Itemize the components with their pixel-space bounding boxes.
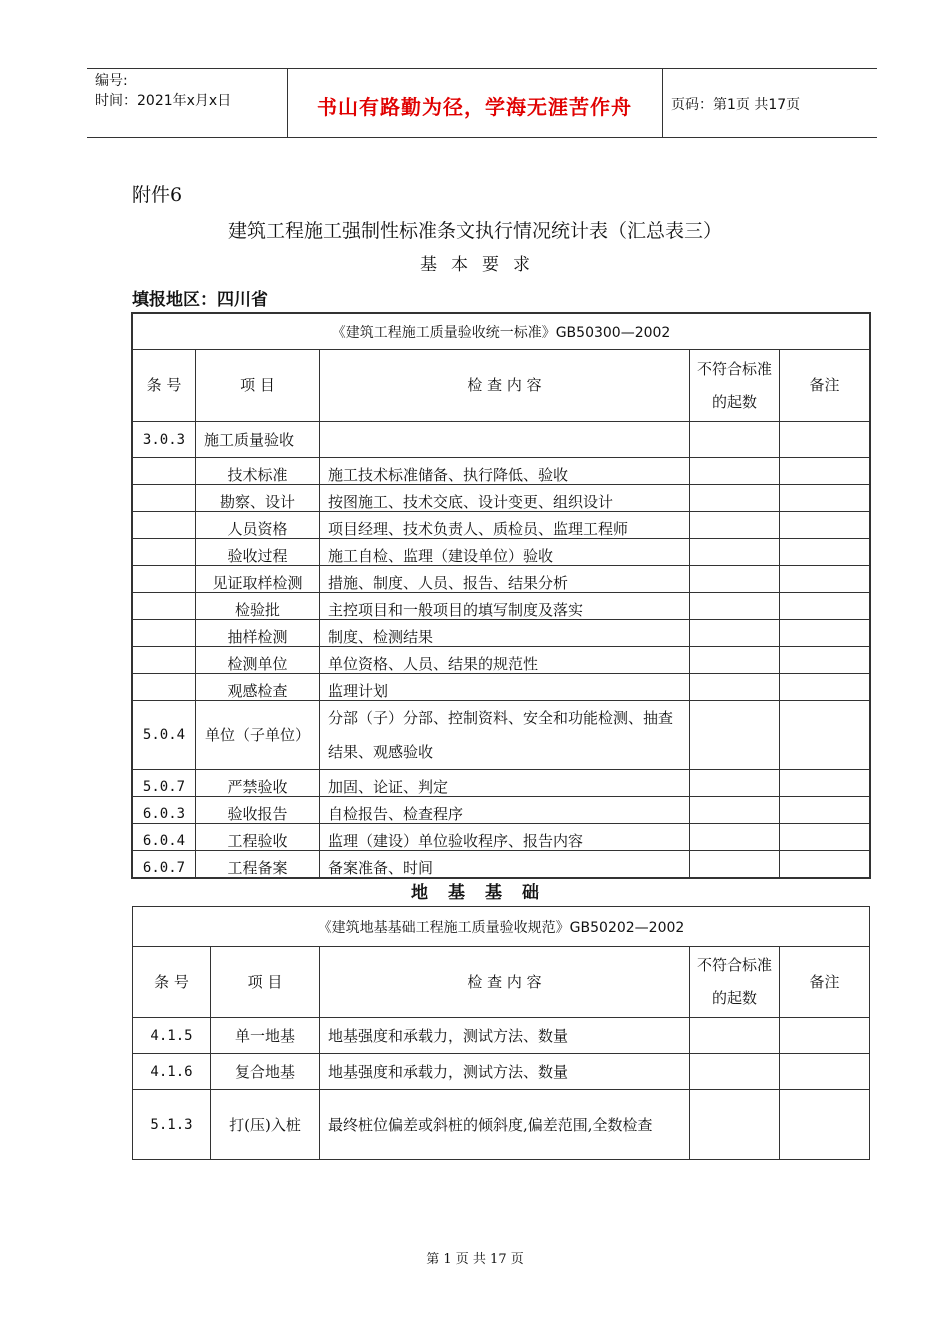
content-cell: 单位资格、人员、结果的规范性 xyxy=(320,647,690,674)
clause-cell: 3.0.3 xyxy=(133,422,196,458)
column-header-remark: 备注 xyxy=(780,947,870,1018)
table-header-row xyxy=(133,350,870,422)
clause-cell xyxy=(133,566,196,593)
standard-row xyxy=(133,907,870,947)
content-cell: 施工技术标准储备、执行降低、验收 xyxy=(320,458,690,485)
clause-cell xyxy=(133,539,196,566)
basic-requirements-table xyxy=(132,313,870,878)
header-motto: 书山有路勤为径，学海无涯苦作舟 xyxy=(317,95,632,119)
clause-cell: 4.1.5 xyxy=(133,1018,211,1054)
clause-cell xyxy=(133,674,196,701)
remark-cell xyxy=(780,824,870,851)
noncompliance-cell xyxy=(690,1090,780,1160)
column-header-remark: 备注 xyxy=(780,350,870,422)
item-cell: 复合地基 xyxy=(211,1054,320,1090)
column-header-item: 项 目 xyxy=(211,947,320,1018)
item-cell: 工程验收 xyxy=(196,824,320,851)
table-row xyxy=(133,593,870,620)
document-number-label: 编号: xyxy=(95,73,128,89)
remark-cell xyxy=(780,797,870,824)
clause-cell xyxy=(133,512,196,539)
noncompliance-cell xyxy=(690,851,780,878)
item-cell: 验收报告 xyxy=(196,797,320,824)
item-cell: 观感检查 xyxy=(196,674,320,701)
table-header-row xyxy=(133,947,870,1018)
content-cell: 监理计划 xyxy=(320,674,690,701)
noncompliance-cell xyxy=(690,512,780,539)
item-cell: 单一地基 xyxy=(211,1018,320,1054)
table-row xyxy=(133,458,870,485)
clause-cell xyxy=(133,458,196,485)
column-header-clause: 条 号 xyxy=(133,947,211,1018)
document-time: 时间：2021年x月x日 xyxy=(95,93,232,109)
content-cell: 项目经理、技术负责人、质检员、监理工程师 xyxy=(320,512,690,539)
standard-name: 《建筑地基基础工程施工质量验收规范》GB50202—2002 xyxy=(133,907,870,947)
table-row xyxy=(133,566,870,593)
item-cell: 勘察、设计 xyxy=(196,485,320,512)
page-header xyxy=(87,68,877,138)
noncompliance-cell xyxy=(690,458,780,485)
reporting-region: 填报地区：四川省 xyxy=(132,290,268,310)
remark-cell xyxy=(780,512,870,539)
noncompliance-cell xyxy=(690,422,780,458)
noncompliance-cell xyxy=(690,1054,780,1090)
header-meta xyxy=(95,71,285,111)
item-cell: 打(压)入桩 xyxy=(211,1090,320,1160)
noncompliance-cell xyxy=(690,1018,780,1054)
item-cell: 严禁验收 xyxy=(196,770,320,797)
noncompliance-cell xyxy=(690,797,780,824)
noncompliance-cell xyxy=(690,566,780,593)
table-row xyxy=(133,647,870,674)
remark-cell xyxy=(780,770,870,797)
content-cell: 最终桩位偏差或斜桩的倾斜度,偏差范围,全数检查 xyxy=(320,1090,690,1160)
content-cell: 按图施工、技术交底、设计变更、组织设计 xyxy=(320,485,690,512)
content-cell: 加固、论证、判定 xyxy=(320,770,690,797)
standard-name: 《建筑工程施工质量验收统一标准》GB50300—2002 xyxy=(133,314,870,350)
remark-cell xyxy=(780,593,870,620)
remark-cell xyxy=(780,458,870,485)
table-row xyxy=(133,539,870,566)
clause-cell: 6.0.4 xyxy=(133,824,196,851)
table-row xyxy=(133,1090,870,1160)
content-cell: 自检报告、检查程序 xyxy=(320,797,690,824)
content-cell: 施工自检、监理（建设单位）验收 xyxy=(320,539,690,566)
clause-cell: 5.1.3 xyxy=(133,1090,211,1160)
noncompliance-cell xyxy=(690,674,780,701)
column-header-item: 项 目 xyxy=(196,350,320,422)
table-row xyxy=(133,701,870,770)
remark-cell xyxy=(780,1018,870,1054)
noncompliance-cell xyxy=(690,824,780,851)
clause-cell xyxy=(133,485,196,512)
clause-cell xyxy=(133,593,196,620)
clause-cell xyxy=(133,647,196,674)
table-row xyxy=(133,851,870,878)
clause-cell: 4.1.6 xyxy=(133,1054,211,1090)
section-title-basic-requirements: 基本要求 xyxy=(420,255,544,275)
remark-cell xyxy=(780,566,870,593)
item-cell: 技术标准 xyxy=(196,458,320,485)
content-cell: 分部（子）分部、控制资料、安全和功能检测、抽查结果、观感验收 xyxy=(320,701,690,770)
item-cell: 验收过程 xyxy=(196,539,320,566)
remark-cell xyxy=(780,539,870,566)
item-cell: 单位（子单位） xyxy=(196,701,320,770)
table-row xyxy=(133,485,870,512)
table-row xyxy=(133,674,870,701)
header-divider xyxy=(662,69,663,137)
item-cell: 施工质量验收 xyxy=(196,422,320,458)
item-cell: 人员资格 xyxy=(196,512,320,539)
content-cell: 地基强度和承载力，测试方法、数量 xyxy=(320,1018,690,1054)
column-header-clause: 条 号 xyxy=(133,350,196,422)
attachment-label: 附件6 xyxy=(132,184,183,206)
clause-cell: 6.0.3 xyxy=(133,797,196,824)
remark-cell xyxy=(780,1090,870,1160)
item-cell: 见证取样检测 xyxy=(196,566,320,593)
item-cell: 检验批 xyxy=(196,593,320,620)
clause-cell: 6.0.7 xyxy=(133,851,196,878)
content-cell: 地基强度和承载力，测试方法、数量 xyxy=(320,1054,690,1090)
column-header-content: 检 查 内 容 xyxy=(320,947,690,1018)
noncompliance-cell xyxy=(690,770,780,797)
noncompliance-cell xyxy=(690,539,780,566)
noncompliance-cell xyxy=(690,701,780,770)
noncompliance-cell xyxy=(690,647,780,674)
table-row xyxy=(133,797,870,824)
noncompliance-cell xyxy=(690,485,780,512)
noncompliance-cell xyxy=(690,620,780,647)
column-header-noncompliance: 不符合标准的起数 xyxy=(690,350,780,422)
remark-cell xyxy=(780,485,870,512)
remark-cell xyxy=(780,674,870,701)
document-title: 建筑工程施工强制性标准条文执行情况统计表（汇总表三） xyxy=(227,220,722,242)
header-page-info: 页码：第1页 共17页 xyxy=(671,97,801,113)
foundation-table xyxy=(132,906,870,1160)
content-cell xyxy=(320,422,690,458)
clause-cell: 5.0.7 xyxy=(133,770,196,797)
item-cell: 抽样检测 xyxy=(196,620,320,647)
table-row xyxy=(133,1018,870,1054)
table-row xyxy=(133,770,870,797)
column-header-content: 检 查 内 容 xyxy=(320,350,690,422)
table-row xyxy=(133,824,870,851)
noncompliance-cell xyxy=(690,593,780,620)
content-cell: 措施、制度、人员、报告、结果分析 xyxy=(320,566,690,593)
item-cell: 工程备案 xyxy=(196,851,320,878)
content-cell: 主控项目和一般项目的填写制度及落实 xyxy=(320,593,690,620)
item-cell: 检测单位 xyxy=(196,647,320,674)
clause-cell xyxy=(133,620,196,647)
table-row xyxy=(133,620,870,647)
content-cell: 制度、检测结果 xyxy=(320,620,690,647)
table-row xyxy=(133,1054,870,1090)
section-title-foundation: 地基基础 xyxy=(411,883,559,903)
column-header-noncompliance: 不符合标准的起数 xyxy=(690,947,780,1018)
remark-cell xyxy=(780,647,870,674)
remark-cell xyxy=(780,701,870,770)
standard-row xyxy=(133,314,870,350)
table-row xyxy=(133,422,870,458)
remark-cell xyxy=(780,422,870,458)
content-cell: 监理（建设）单位验收程序、报告内容 xyxy=(320,824,690,851)
page-footer: 第 1 页 共 17 页 xyxy=(426,1252,524,1267)
content-cell: 备案准备、时间 xyxy=(320,851,690,878)
remark-cell xyxy=(780,1054,870,1090)
remark-cell xyxy=(780,620,870,647)
clause-cell: 5.0.4 xyxy=(133,701,196,770)
remark-cell xyxy=(780,851,870,878)
table-row xyxy=(133,512,870,539)
